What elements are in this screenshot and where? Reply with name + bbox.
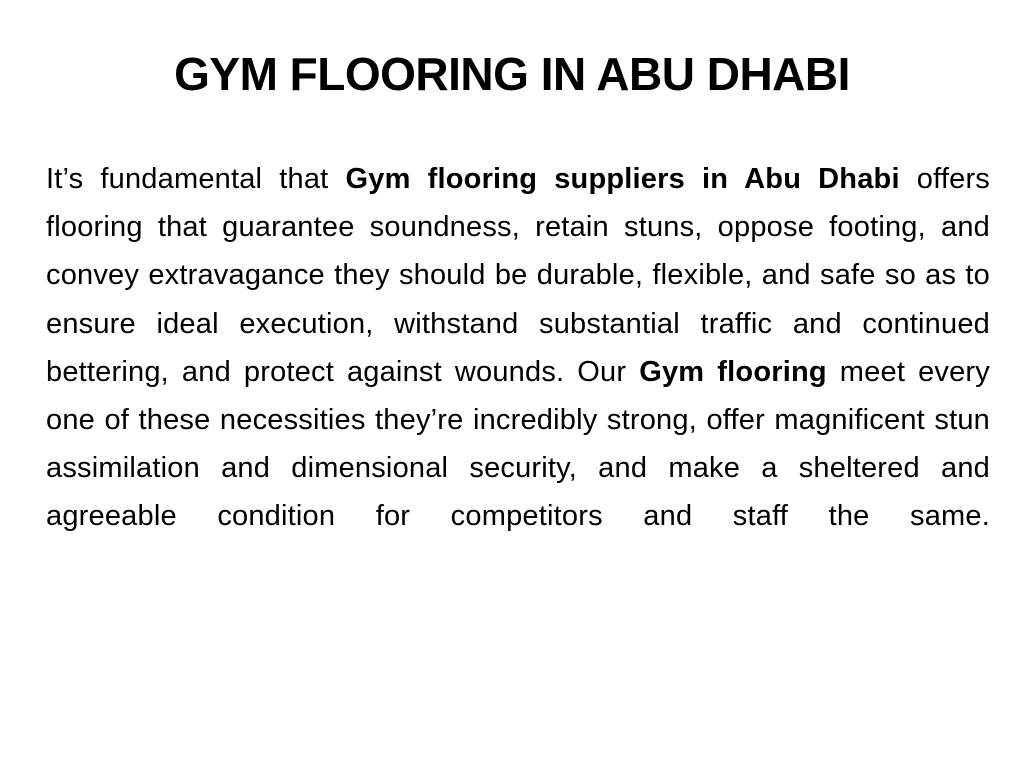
body-text-part-2: offers flooring that guarantee soundness, retain stuns, oppose footing, and convey extravagance they should be durable, flexible, and safe so as to ensure ideal execution, withstand substantial traffic and continued bettering, and protect against wounds. Our: [46, 163, 990, 388]
highlight-gym-flooring: Gym flooring: [639, 355, 827, 388]
slide-title: GYM FLOORING IN ABU DHABI: [174, 48, 850, 100]
body-text-part-3: meet every one of these necessities they’re incredibly strong, offer magnificent stun assimilation and dimensional security, and make a sheltered and agreeable condition for competitors and staff the same.: [46, 355, 990, 533]
body-text-part-1: It’s fundamental that: [46, 163, 346, 195]
highlight-gym-flooring-suppliers: Gym flooring suppliers in Abu Dhabi: [345, 163, 900, 195]
body-paragraph: [46, 155, 990, 541]
